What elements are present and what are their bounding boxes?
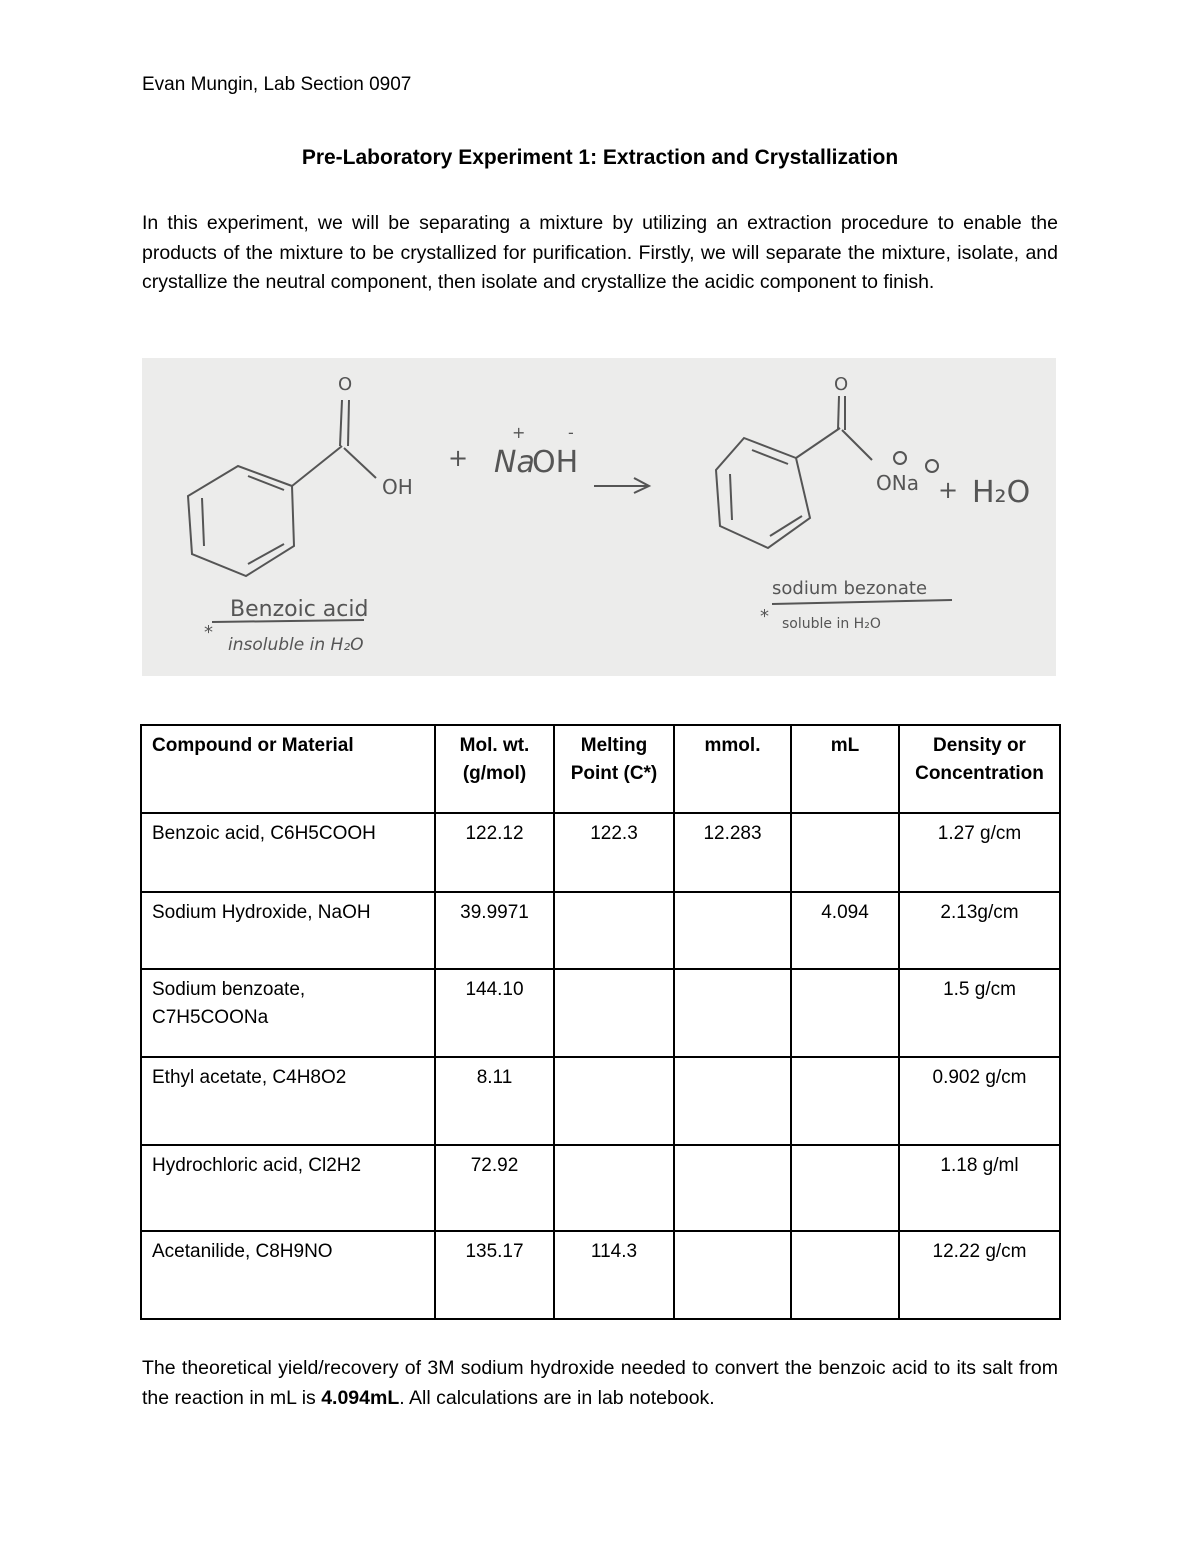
double-bond: [248, 544, 284, 564]
reaction-figure: [142, 358, 1056, 676]
author-line: Evan Mungin, Lab Section 0907: [142, 74, 412, 95]
sodium-charge: +: [512, 423, 526, 442]
conclusion-value: 4.094mL: [321, 1387, 400, 1409]
column-header: mL: [791, 725, 899, 813]
bond: [292, 446, 342, 486]
table-cell: [674, 1057, 791, 1145]
reagent-table: [140, 724, 1061, 1320]
table-cell: 72.92: [435, 1145, 554, 1231]
table-cell: 122.12: [435, 813, 554, 892]
table-cell: [674, 969, 791, 1057]
table-cell: [674, 1145, 791, 1231]
column-header: Compound or Material: [141, 725, 435, 813]
table-cell: Sodium benzoate, C7H5COONa: [141, 969, 435, 1057]
carbonyl-bond: [838, 396, 839, 430]
table-cell: [554, 1057, 674, 1145]
table-row: [141, 813, 1060, 892]
table-cell: [674, 892, 791, 969]
table-cell: 114.3: [554, 1231, 674, 1319]
table-cell: 1.5 g/cm: [899, 969, 1060, 1057]
table-cell: [791, 1057, 899, 1145]
carbonyl-bond: [348, 400, 349, 446]
table-cell: 0.902 g/cm: [899, 1057, 1060, 1145]
plus-sign: +: [448, 444, 469, 472]
table-cell: [554, 892, 674, 969]
table-cell: 144.10: [435, 969, 554, 1057]
bond: [344, 448, 376, 478]
table-header-row: [141, 725, 1060, 813]
table-cell: 2.13g/cm: [899, 892, 1060, 969]
table-row: [141, 1057, 1060, 1145]
table-cell: 1.27 g/cm: [899, 813, 1060, 892]
negative-charge-circle: [894, 452, 906, 464]
sodium-salt-label: ONa: [876, 471, 919, 495]
product-note: soluble in H₂O: [782, 616, 881, 632]
table-cell: [791, 1231, 899, 1319]
plus-sign: +: [938, 476, 959, 504]
bond: [842, 430, 872, 460]
table-cell: Hydrochloric acid, Cl2H2: [141, 1145, 435, 1231]
table-row: [141, 1231, 1060, 1319]
table-cell: 122.3: [554, 813, 674, 892]
reactant-name: Benzoic acid: [230, 597, 369, 622]
product-name: sodium bezonate: [772, 578, 928, 599]
reactant-note: insoluble in H₂O: [228, 635, 364, 655]
right-carbonyl-o: O: [834, 374, 849, 395]
table-cell: [554, 1145, 674, 1231]
table-cell: [791, 1145, 899, 1231]
intro-paragraph: In this experiment, we will be separating a mixture by utilizing an extraction procedure to enable the products of the mixture to be crystallized for purification. Firstly, we will separate the mixture, isolate, and crystallize the neutral component, then isolate and crystallize the acidic component to finish.: [142, 212, 1058, 293]
underline: [772, 600, 952, 604]
table-cell: [674, 1231, 791, 1319]
star: *: [204, 622, 213, 643]
conclusion-text-end: . All calculations are in lab notebook.: [399, 1387, 715, 1409]
column-header: Mol. wt. (g/mol): [435, 725, 554, 813]
double-bond: [730, 474, 732, 520]
positive-charge-circle: [926, 460, 938, 472]
table-row: [141, 969, 1060, 1057]
table-cell: 4.094: [791, 892, 899, 969]
column-header: Density or Concentration: [899, 725, 1060, 813]
conclusion-text: The theoretical yield/recovery of 3M sodium hydroxide needed to convert the benzoic acid to its salt from the reaction in mL is: [142, 1357, 1058, 1409]
table-row: [141, 1145, 1060, 1231]
hydroxide-charge: -: [568, 423, 574, 442]
double-bond: [248, 476, 284, 490]
page-title: Pre-Laboratory Experiment 1: Extraction and Crystallization: [301, 146, 899, 169]
table-cell: 1.18 g/ml: [899, 1145, 1060, 1231]
sodium-label: Na: [494, 445, 535, 480]
column-header: mmol.: [674, 725, 791, 813]
table-cell: Acetanilide, C8H9NO: [141, 1231, 435, 1319]
star: *: [760, 606, 769, 627]
table-cell: Ethyl acetate, C4H8O2: [141, 1057, 435, 1145]
table-cell: [791, 969, 899, 1057]
table-cell: 12.283: [674, 813, 791, 892]
hydroxide-label: OH: [532, 445, 579, 480]
table-cell: 135.17: [435, 1231, 554, 1319]
water-label: H₂O: [972, 475, 1031, 510]
conclusion-paragraph: [142, 1353, 1058, 1413]
table-cell: 8.11: [435, 1057, 554, 1145]
reaction-drawing: [142, 358, 1056, 676]
table-cell: Benzoic acid, C6H5COOH: [141, 813, 435, 892]
column-header: Melting Point (C*): [554, 725, 674, 813]
left-oh-label: OH: [382, 475, 413, 499]
table-cell: 39.9971: [435, 892, 554, 969]
table-cell: 12.22 g/cm: [899, 1231, 1060, 1319]
table-cell: Sodium Hydroxide, NaOH: [141, 892, 435, 969]
table-row: [141, 892, 1060, 969]
bond: [796, 428, 840, 458]
left-carbonyl-o: O: [338, 374, 353, 395]
table-cell: [791, 813, 899, 892]
carbonyl-bond: [340, 400, 342, 446]
double-bond: [202, 498, 204, 546]
table-cell: [554, 969, 674, 1057]
